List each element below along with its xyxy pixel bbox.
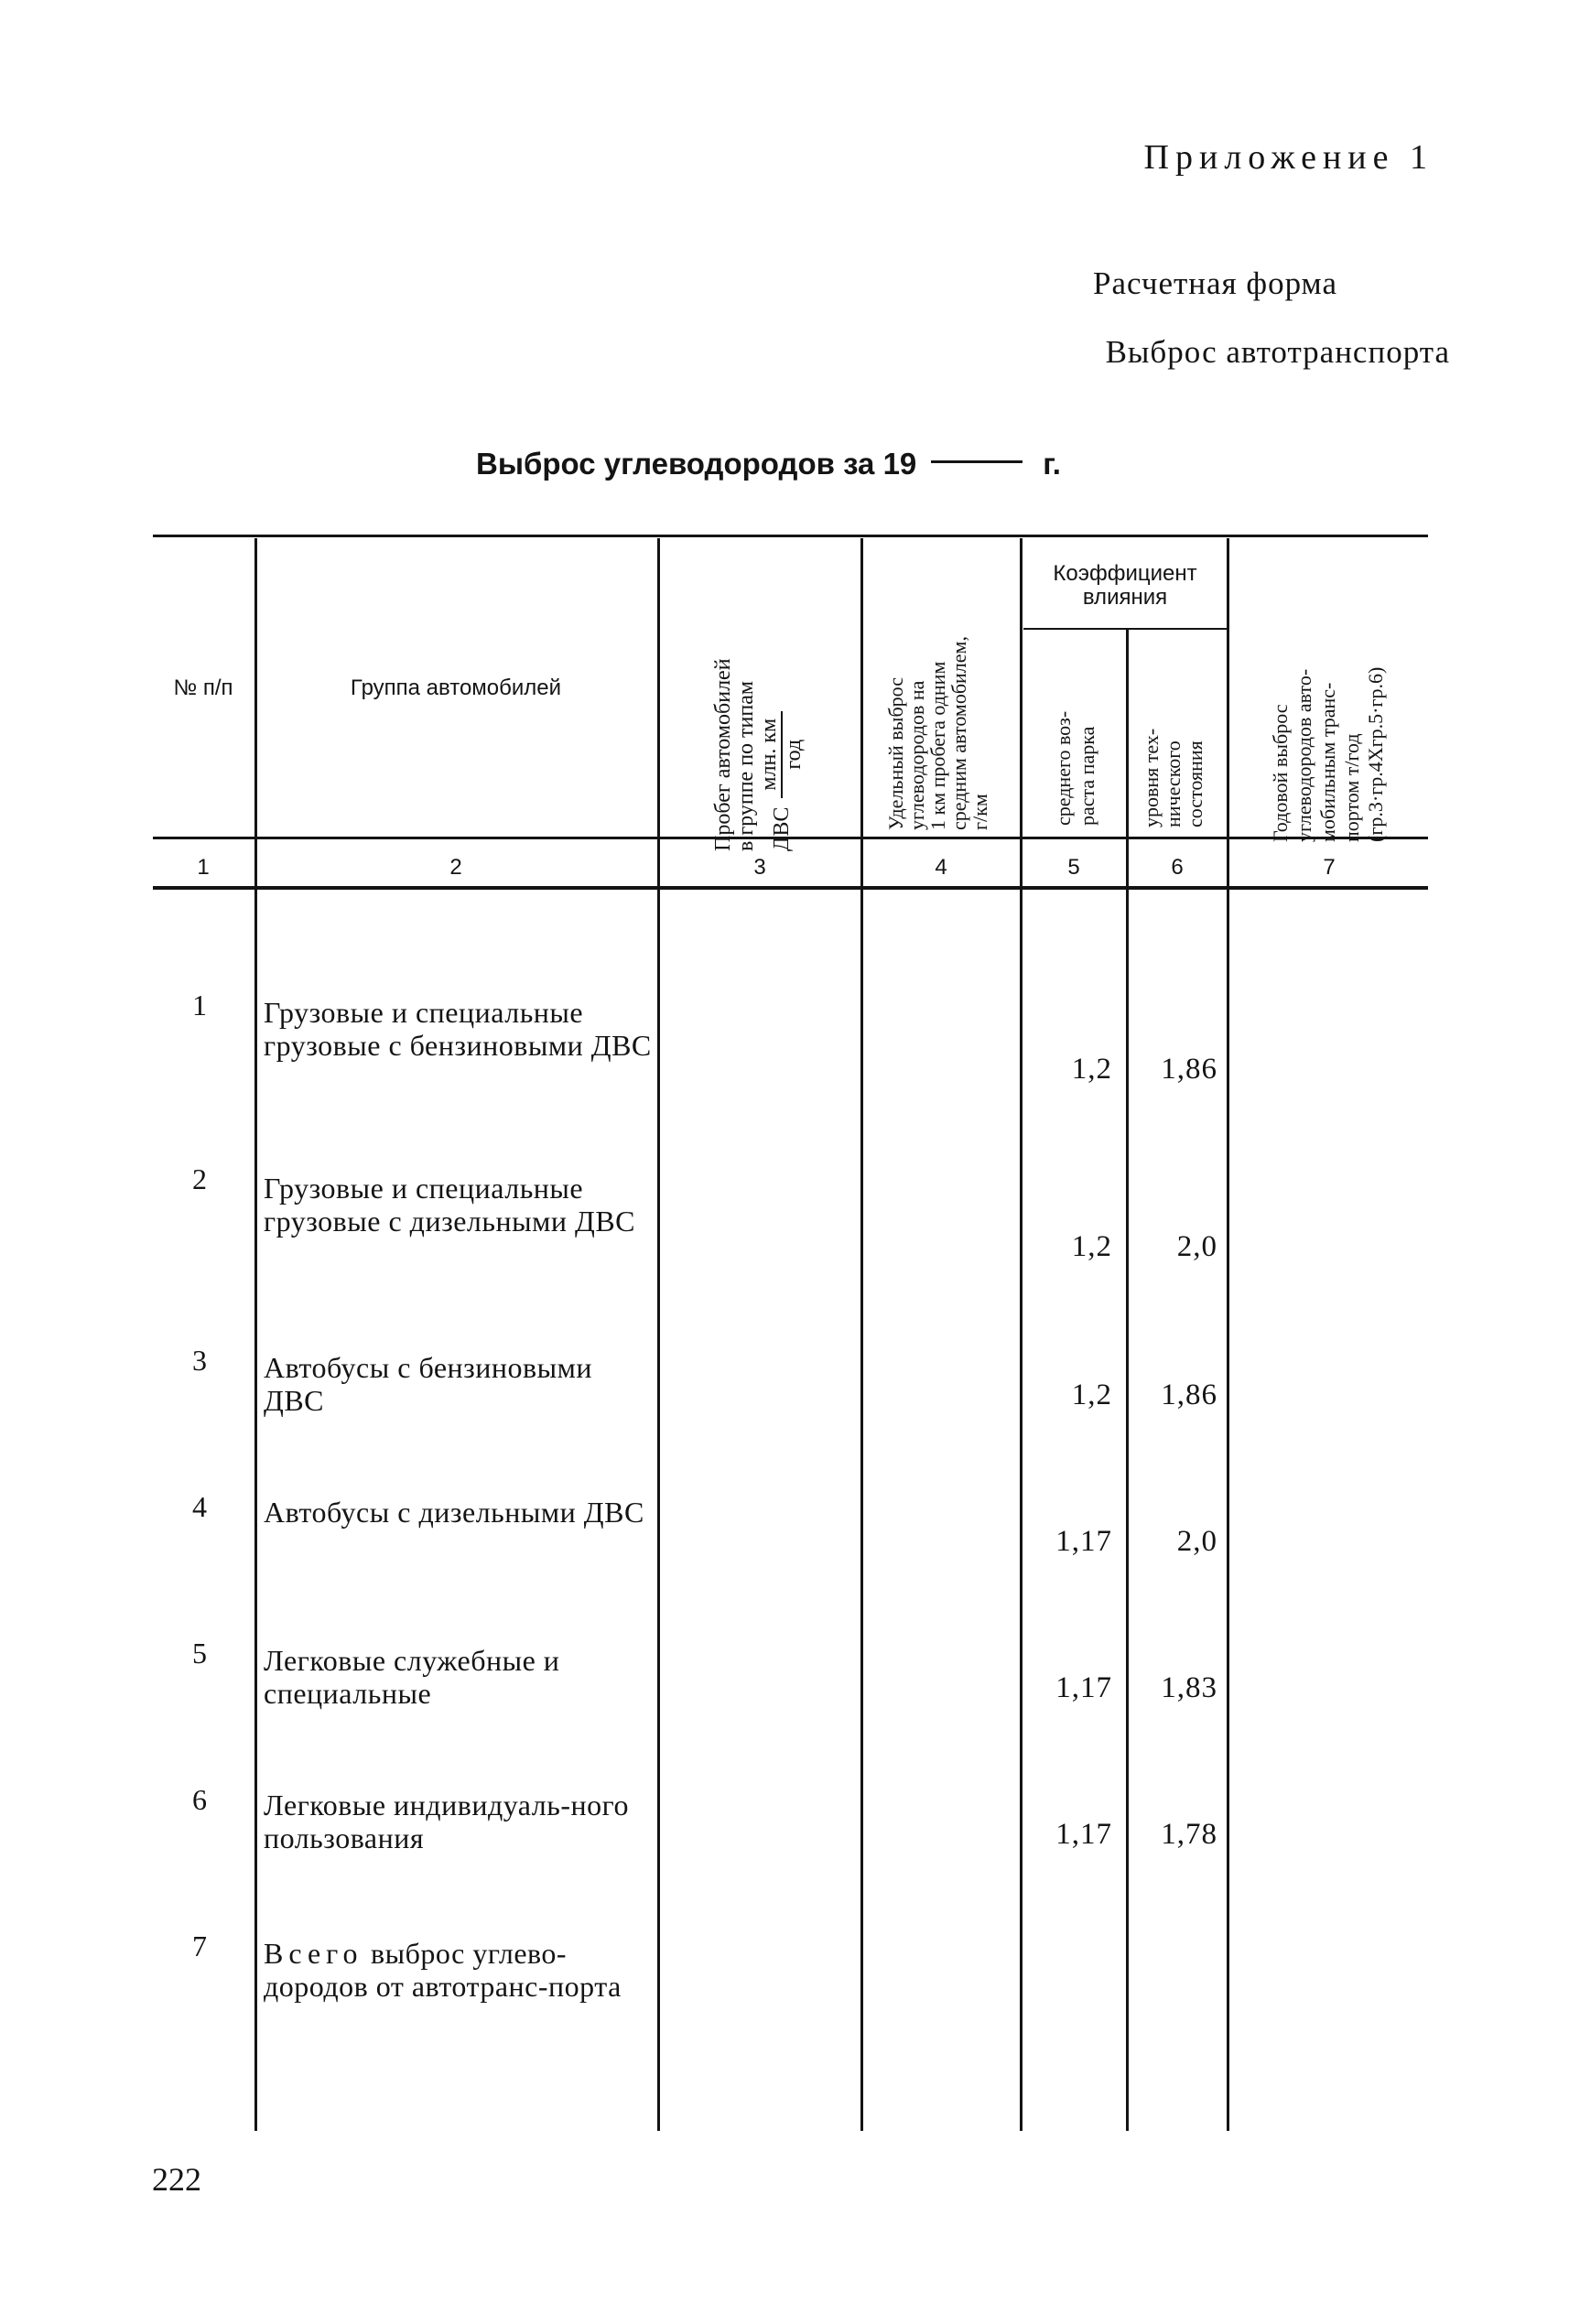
header-coef-group: Коэффициент влияния (1053, 561, 1197, 610)
row-group: Грузовые и специальные грузовые с бензиновыми ДВС (264, 996, 652, 1062)
row-number: 4 (192, 1490, 207, 1523)
row-coef-tech: 1,83 (1161, 1671, 1217, 1704)
header-col-annual-emission (1269, 549, 1397, 842)
row-group: Автобусы с дизельными ДВС (264, 1496, 644, 1529)
row-coef-age: 1,17 (1055, 1525, 1112, 1558)
header-col4-line: 1 км пробега одним (926, 661, 949, 830)
header-col7-line: портом т/год (1340, 733, 1363, 842)
total-rest: выброс углево-дородов от автотранс-порта (264, 1937, 622, 2003)
column-number: 6 (1171, 855, 1184, 880)
header-col7-line: Годовой выброс (1269, 704, 1292, 842)
header-col-age-coef (1052, 635, 1103, 826)
header-col-mileage-line1: Пробег автомобилей (711, 658, 735, 851)
row-number: 2 (192, 1162, 207, 1195)
title-suffix: г. (1043, 447, 1061, 481)
row-group: Легковые служебные и специальные (264, 1644, 560, 1710)
header-col7-line: углеводородов авто- (1293, 668, 1315, 842)
mileage-prefix: ДВС (769, 806, 794, 851)
header-col6-line: нического (1162, 740, 1185, 827)
header-col6-line: состояния (1184, 740, 1207, 827)
column-number: 3 (753, 855, 766, 880)
title-prefix: Выброс углеводородов за 19 (476, 447, 917, 481)
header-col-specific-emission (885, 537, 995, 830)
mileage-unit-denominator: год (782, 739, 806, 770)
total-emphasis: Всего (264, 1937, 363, 1970)
row-number: 6 (192, 1783, 207, 1816)
col-divider-3 (860, 538, 863, 2131)
column-numbers-rule (153, 886, 1428, 890)
header-col7-line: мобильным транс- (1316, 682, 1339, 842)
column-number: 7 (1323, 855, 1336, 880)
header-col4-line: Удельный выброс (884, 677, 907, 830)
column-number: 5 (1067, 855, 1080, 880)
mileage-unit-numerator: млн. км (758, 711, 783, 798)
row-coef-tech: 2,0 (1176, 1230, 1217, 1263)
row-coef-tech: 2,0 (1176, 1525, 1217, 1558)
header-col-group: Группа автомобилей (350, 676, 562, 700)
page-number: 222 (152, 2161, 201, 2198)
row-coef-age: 1,17 (1055, 1818, 1112, 1851)
header-col4-line: углеводородов на (905, 680, 928, 830)
col-divider-1 (254, 538, 257, 2131)
row-coef-tech: 1,86 (1161, 1053, 1217, 1086)
row-coef-age: 1,2 (1071, 1230, 1112, 1263)
row-coef-age: 1,2 (1071, 1053, 1112, 1086)
mileage-unit-fraction (758, 711, 806, 798)
row-group: Легковые индивидуаль-ного пользования (264, 1789, 629, 1854)
table-title (476, 447, 1061, 481)
form-subject: Выброс автотранспорта (1105, 334, 1450, 370)
row-group-total (264, 1937, 655, 2003)
col-divider-6 (1227, 538, 1229, 2131)
row-number: 1 (192, 989, 207, 1021)
header-col-mileage (712, 558, 804, 851)
table-top-rule (153, 535, 1428, 537)
header-col-mileage-fraction (758, 558, 806, 851)
row-coef-tech: 1,78 (1161, 1818, 1217, 1851)
col-divider-4 (1020, 538, 1023, 2131)
col-divider-2 (657, 538, 660, 2131)
row-number: 3 (192, 1344, 207, 1377)
header-col5-line: среднего воз- (1052, 710, 1075, 826)
col-divider-5 (1126, 630, 1129, 2131)
year-blank (931, 460, 1023, 463)
header-col-mileage-line2: в группе по типам (734, 680, 758, 851)
column-number: 4 (935, 855, 947, 880)
row-number: 7 (192, 1929, 207, 1962)
row-group: Грузовые и специальные грузовые с дизельными ДВС (264, 1172, 635, 1238)
form-type: Расчетная форма (1093, 265, 1337, 301)
header-col-tech-coef (1141, 637, 1214, 827)
header-col5-line: раста парка (1076, 726, 1098, 826)
appendix-label: Приложение 1 (1143, 138, 1434, 177)
row-coef-age: 1,2 (1071, 1378, 1112, 1411)
column-number: 2 (449, 855, 462, 880)
header-col-number: № п/п (173, 676, 233, 700)
column-number: 1 (197, 855, 210, 880)
row-coef-age: 1,17 (1055, 1671, 1112, 1704)
header-col7-line: (гр.3·гр.4Xгр.5·гр.6) (1364, 666, 1387, 842)
header-col6-line: уровня тех- (1140, 728, 1163, 827)
header-col4-line: средним автомобилем, (947, 636, 970, 830)
row-number: 5 (192, 1637, 207, 1670)
header-col4-line: г/км (968, 794, 991, 830)
row-coef-tech: 1,86 (1161, 1378, 1217, 1411)
row-group: Автобусы с бензиновыми ДВС (264, 1351, 593, 1417)
